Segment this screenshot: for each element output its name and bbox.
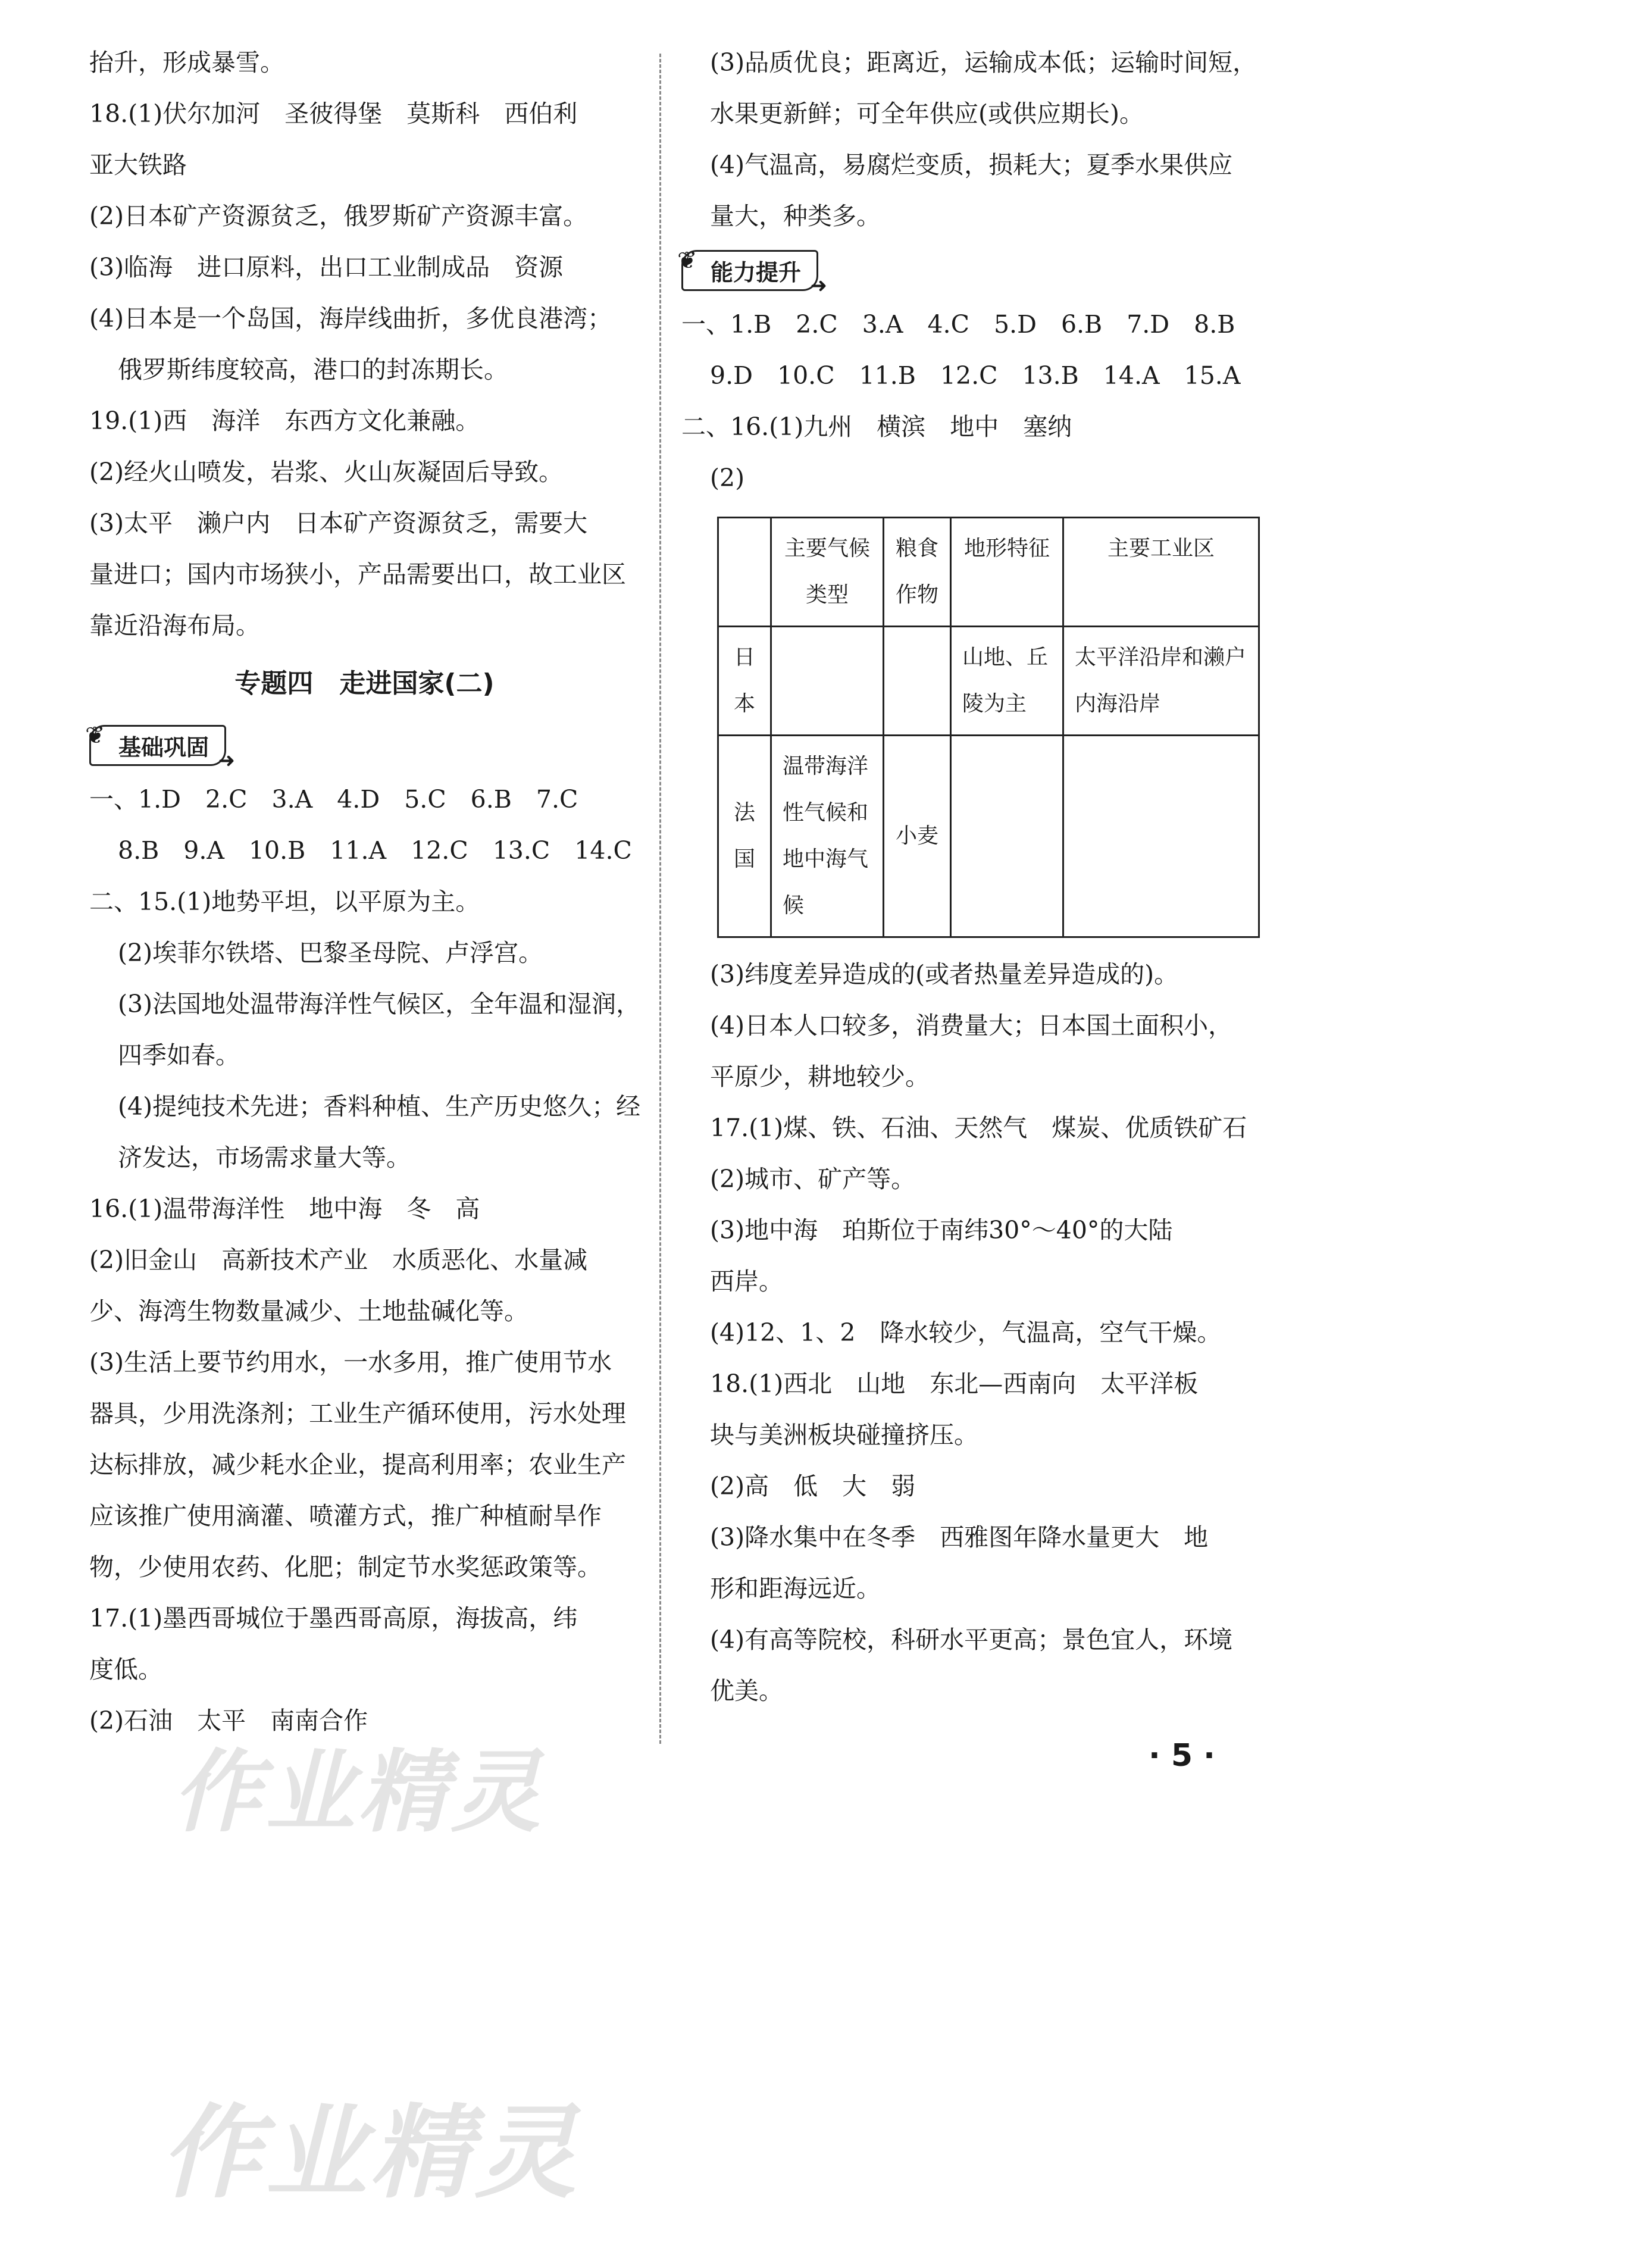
text-line: 19.(1)西 海洋 东西方文化兼融。 <box>89 406 480 435</box>
text-line: 二、16.(1)九州 横滨 地中 塞纳 <box>681 412 1072 441</box>
text-line: (2)埃菲尔铁塔、巴黎圣母院、卢浮宫。 <box>118 939 543 967</box>
arrow-icon: ➜ <box>810 273 828 298</box>
table-header: 地形特征 <box>951 518 1063 627</box>
text-line: (4)有高等院校，科研水平更高；景色宜人，环境 <box>710 1625 1233 1654</box>
text-line: (3)降水集中在冬季 西雅图年降水量更大 地 <box>710 1523 1209 1552</box>
text-line: 块与美洲板块碰撞挤压。 <box>710 1421 978 1449</box>
table-header: 主要工业区 <box>1063 518 1259 627</box>
text-line: (3)纬度差异造成的(或者热量差异造成的)。 <box>710 960 1179 989</box>
text-line: 一、1.B 2.C 3.A 4.C 5.D 6.B 7.D 8.B <box>681 310 1235 339</box>
text-line: 应该推广使用滴灌、喷灌方式，推广种植耐旱作 <box>89 1502 602 1530</box>
text-line: (4)气温高，易腐烂变质，损耗大；夏季水果供应 <box>710 151 1233 179</box>
text-line: 量进口；国内市场狭小，产品需要出口，故工业区 <box>89 560 626 589</box>
text-line: (2)日本矿产资源贫乏，俄罗斯矿产资源丰富。 <box>89 202 588 230</box>
text-line: 水果更新鲜；可全年供应(或供应期长)。 <box>710 99 1144 128</box>
text-line: (2)经火山喷发，岩浆、火山灰凝固后导致。 <box>89 458 564 486</box>
text-line: 俄罗斯纬度较高，港口的封冻期长。 <box>118 355 508 384</box>
table-header: 粮食作物 <box>884 518 951 627</box>
text-line: 17.(1)煤、铁、石油、天然气 煤炭、优质铁矿石 <box>710 1114 1247 1142</box>
text-line: 度低。 <box>89 1655 162 1684</box>
text-line: 9.D 10.C 11.B 12.C 13.B 14.A 15.A <box>710 361 1241 390</box>
text-line: 8.B 9.A 10.B 11.A 12.C 13.C 14.C <box>118 836 632 865</box>
page-number: · 5 · <box>1149 1738 1215 1774</box>
table-cell <box>884 627 951 736</box>
curl-icon: ❦ <box>85 721 105 749</box>
table-header-row <box>718 518 1259 627</box>
table-cell <box>951 736 1063 937</box>
table-cell <box>718 518 771 627</box>
text-line: 16.(1)温带海洋性 地中海 冬 高 <box>89 1194 480 1223</box>
text-line: 亚大铁路 <box>89 151 187 179</box>
table-cell: 日本 <box>718 627 771 736</box>
section-badge: ❦ 基础巩固 ➜ <box>85 721 236 773</box>
table-cell <box>771 627 884 736</box>
section-badge: ❦ 能力提升 ➜ <box>677 246 828 298</box>
text-line: 平原少，耕地较少。 <box>710 1062 930 1091</box>
watermark: 作业精灵 <box>173 1741 545 1844</box>
text-line: 18.(1)伏尔加河 圣彼得堡 莫斯科 西伯利 <box>89 99 578 128</box>
text-line: 物，少使用农药、化肥；制定节水奖惩政策等。 <box>89 1553 602 1581</box>
text-line: (2) <box>710 464 745 492</box>
table-cell: 法国 <box>718 736 771 937</box>
text-line: 少、海湾生物数量减少、土地盐碱化等。 <box>89 1297 528 1325</box>
text-line: 二、15.(1)地势平坦，以平原为主。 <box>89 887 480 916</box>
text-line: (2)石油 太平 南南合作 <box>89 1706 368 1735</box>
text-line: 西岸。 <box>710 1267 783 1296</box>
text-line: (2)高 低 大 弱 <box>710 1472 916 1500</box>
text-line: (3)法国地处温带海洋性气候区，全年温和湿润， <box>118 990 641 1018</box>
text-line: 17.(1)墨西哥城位于墨西哥高原，海拔高，纬 <box>89 1604 578 1633</box>
text-line: (4)提纯技术先进；香料种植、生产历史悠久；经 <box>118 1092 641 1121</box>
answer-table <box>717 517 1260 938</box>
table-cell: 温带海洋性气候和地中海气候 <box>771 736 884 937</box>
right-column <box>677 37 1268 1716</box>
text-line: (3)太平 濑户内 日本矿产资源贫乏，需要大 <box>89 509 588 537</box>
left-column <box>85 37 641 1746</box>
text-line: 一、1.D 2.C 3.A 4.D 5.C 6.B 7.C <box>89 785 578 814</box>
text-line: (2)旧金山 高新技术产业 水质恶化、水量减 <box>89 1246 588 1274</box>
arrow-icon: ➜ <box>218 748 236 773</box>
curl-icon: ❦ <box>677 246 697 274</box>
text-line: (3)品质优良；距离近，运输成本低；运输时间短， <box>710 48 1257 77</box>
table-row <box>718 736 1259 937</box>
text-line: 量大，种类多。 <box>710 202 881 230</box>
text-line: (3)临海 进口原料，出口工业制成品 资源 <box>89 253 564 282</box>
text-line: (3)生活上要节约用水，一水多用，推广使用节水 <box>89 1348 612 1377</box>
text-line: (2)城市、矿产等。 <box>710 1165 916 1193</box>
text-line: 优美。 <box>710 1677 783 1705</box>
text-line: 18.(1)西北 山地 东北—西南向 太平洋板 <box>710 1369 1199 1398</box>
text-line: 济发达，市场需求量大等。 <box>118 1143 411 1172</box>
table-cell <box>1063 736 1259 937</box>
text-line: 四季如春。 <box>118 1041 240 1070</box>
table-cell: 太平洋沿岸和濑户内海沿岸 <box>1063 627 1259 736</box>
text-line: (4)日本是一个岛国，海岸线曲折，多优良港湾； <box>89 304 612 333</box>
column-divider <box>659 54 661 1744</box>
text-line: (3)地中海 珀斯位于南纬30°～40°的大陆 <box>710 1216 1173 1244</box>
watermark: 作业精灵 <box>161 2094 580 2212</box>
text-line: (4)12、1、2 降水较少，气温高，空气干燥。 <box>710 1318 1222 1347</box>
text-line: 形和距海远近。 <box>710 1574 881 1603</box>
table-cell: 小麦 <box>884 736 951 937</box>
text-line: 靠近沿海布局。 <box>89 611 260 640</box>
text-line: (4)日本人口较多，消费量大；日本国土面积小， <box>710 1011 1233 1040</box>
text-line: 器具，少用洗涤剂；工业生产循环使用，污水处理 <box>89 1399 626 1428</box>
table-row <box>718 627 1259 736</box>
text-line: 达标排放，减少耗水企业，提高利用率；农业生产 <box>89 1450 626 1479</box>
table-cell: 山地、丘陵为主 <box>951 627 1063 736</box>
section-heading: 专题四 走进国家(二) <box>234 668 495 699</box>
text-line: 抬升，形成暴雪。 <box>89 48 284 77</box>
table-header: 主要气候类型 <box>771 518 884 627</box>
